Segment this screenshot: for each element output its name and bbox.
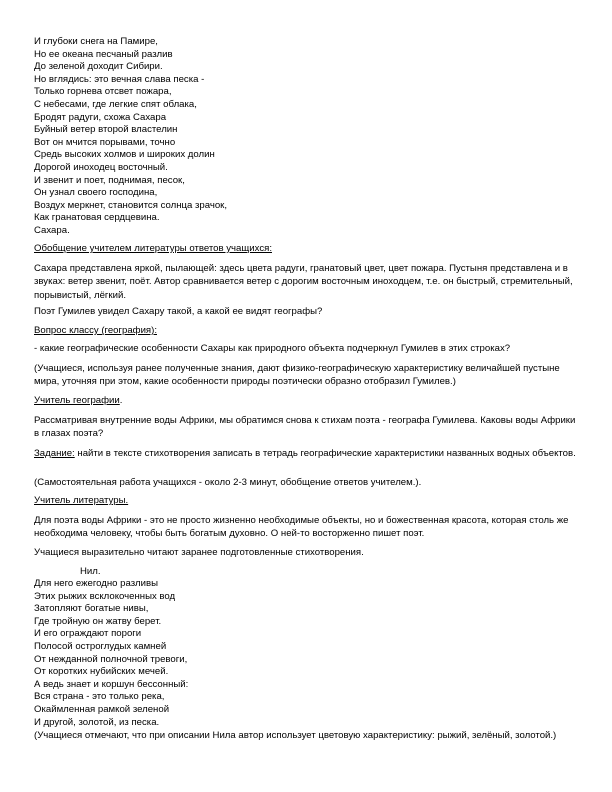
poem-line: Он узнал своего господина, <box>34 187 158 199</box>
heading-period: . <box>119 395 123 406</box>
task-label: Задание: <box>34 448 75 459</box>
poem-sahara <box>34 36 582 238</box>
poem-line: И его ограждают пороги <box>34 628 142 640</box>
poem-line: Окаймленная рамкой зеленой <box>34 703 170 715</box>
poem-line: А ведь знает и коршун бессонный: <box>34 678 189 690</box>
paragraph-divine-beauty: Для поэта воды Африки - это не просто жизненно необходимые объекты, но и божественная красота, которая столь же необходима человеку, чтобы быть богатым духовно. О ней-то восторженно пишет поэт. <box>34 515 569 540</box>
heading-class-question: Вопрос классу (география): <box>34 325 157 336</box>
poem-line: Этих рыжих всклокоченных вод <box>34 590 176 602</box>
poem-line: Для него ежегодно разливы <box>34 578 158 589</box>
heading-geography-teacher-label: Учитель географии <box>34 395 120 406</box>
students-color-note: (Учащиеся отмечают, что при описании Нила автор использует цветовую характеристику: рыжий, зелёный, золотой.) <box>34 730 557 741</box>
poem-line: Как гранатовая сердцевина. <box>34 212 160 224</box>
poem-line: И глубоки снега на Памире, <box>34 36 158 47</box>
poem-line: Затопляют богатые нивы, <box>34 603 149 615</box>
poem-line: Средь высоких холмов и широких долин <box>34 149 215 161</box>
task-paragraph <box>34 447 582 460</box>
poem-line: Только горнева отсвет пожара, <box>34 86 172 98</box>
question-geographic-features: - какие географические особенности Сахары как природного объекта подчеркнул Гумилев в этих строках? <box>34 343 511 354</box>
students-read-note: Учащиеся выразительно читают заранее подготовленные стихотворения. <box>34 547 364 558</box>
poem-nile <box>34 578 582 729</box>
poem-line: И другой, золотой, из песка. <box>34 716 160 728</box>
heading-literature-teacher: Учитель литературы. <box>34 495 129 506</box>
poem-line: Сахара. <box>34 224 70 236</box>
poem-line: Буйный ветер второй властелин <box>34 124 178 136</box>
paragraph-sahara-description: Сахара представлена яркой, пылающей: здесь цвета радуги, гранатовый цвет, цвет пожара. Пустыня представлена и в звуках: ветер звенит, поёт. Автор сравнивается ветер с дорогим восточным иноходцем, т.е. он быстрый, стремительный, порывистый, лёгкий. <box>34 263 573 301</box>
paragraph-africa-waters: Рассматривая внутренние воды Африки, мы обратимся снова к стихам поэта - географа Гумилева. Каковы воды Африки в глазах поэта? <box>34 415 576 440</box>
poem-line: Но ее океана песчаный разлив <box>34 48 173 60</box>
poem-line: С небесами, где легкие спят облака, <box>34 98 197 110</box>
students-answer-note: (Учащиеся, используя ранее полученные знания, дают физико-географическую характеристику величайшей пустыне мира, уточняя при этом, какие особенности природы поэтически образно отобразил Гумилев.) <box>34 363 560 388</box>
question-geographers: Поэт Гумилев увидел Сахару такой, а какой ее видят географы? <box>34 306 323 317</box>
heading-generalization: Обобщение учителем литературы ответов учащихся: <box>34 243 272 254</box>
poem-line: Воздух меркнет, становится солнца зрачок, <box>34 199 228 211</box>
poem-line: И звенит и поет, поднимая, песок, <box>34 174 185 186</box>
poem-line: Но вглядись: это вечная слава песка - <box>34 73 205 85</box>
poem-line: До зеленой доходит Сибири. <box>34 61 163 73</box>
heading-geography-teacher <box>34 395 582 408</box>
poem-line: От коротких нубийских мечей. <box>34 666 169 678</box>
poem-line: Бродят радуги, схожа Сахара <box>34 111 167 123</box>
poem-line: Дорогой иноходец восточный. <box>34 161 168 173</box>
task-text: найти в тексте стихотворения записать в тетрадь географические характеристики названных водных объектов. <box>74 448 576 459</box>
poem-line: От нежданной полночной тревоги, <box>34 653 188 665</box>
poem-line: Вот он мчится порывами, точно <box>34 136 176 148</box>
poem-line: Где тройную он жатву берет. <box>34 615 162 627</box>
poem-nile-title: Нил. <box>80 566 101 577</box>
independent-work-note: (Самостоятельная работа учащихся - около 2-3 минут, обобщение ответов учителем.). <box>34 477 422 488</box>
poem-line: Полосой остроглудых камней <box>34 640 167 652</box>
poem-line: Вся страна - это только река, <box>34 691 165 703</box>
